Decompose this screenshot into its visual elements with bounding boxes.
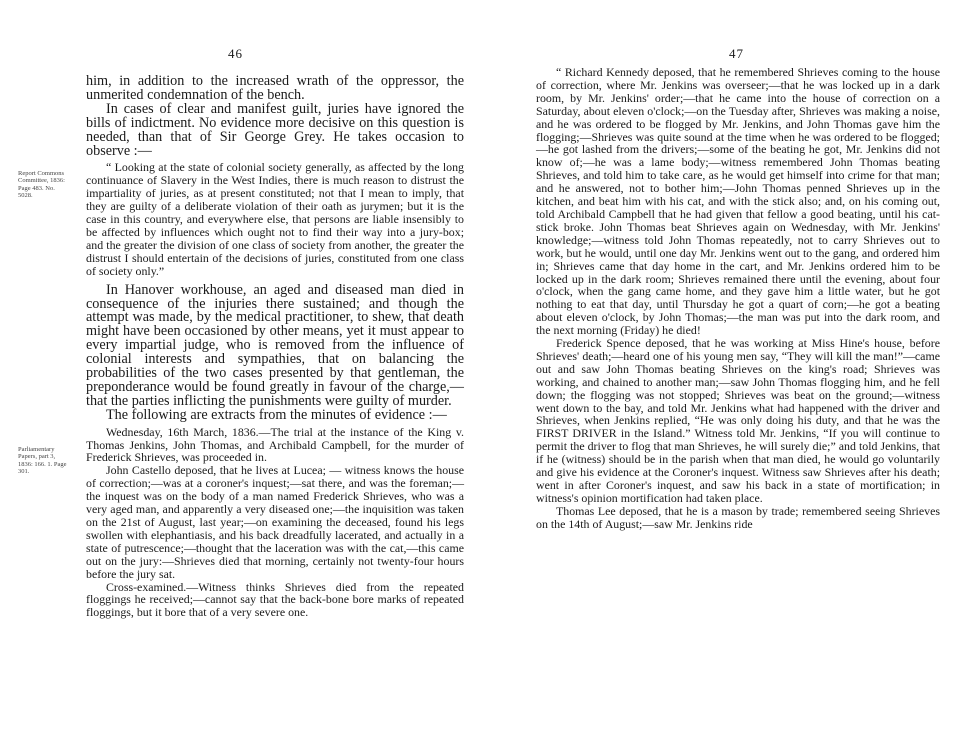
paragraph-right-kennedy: “ Richard Kennedy deposed, that he remembered Shrieves coming to the house of correction, where Mr. Jenkins was overseer;—that he was locked up in a dark room, by Mr. Jenkins' order;—that he came into the house of correction on a Saturday, about eleven o'clock;—on the Tuesday after, Shrieves was making a noise, and he was ordered to be flogged by Mr. Jenkins, and John Thomas gave him the flogging;—Shrieves was quite sound at the time when he was ordered to be flogged;—he got lashed from the drivers;—some of the beating he got, Mr. Jenkins did not know of;—he was a lame body;—witness remembered John Thomas beating Shrieves, and told him to take care, as he would get himself into crime for that man; and he answered, not to bother him;—John Thomas penned Shrieves up in the kitchen, and beat him with his cat, and with the stick also; and, on his coming out, told Archibald Campbell that he had given that fellow a good beating, until his cat-stick broke. John Thomas beat Shrieves again on Wednesday, with Mr. Jenkins' knowledge;—witness told John Thomas repeatedly, not to carry Shrieves out to work, but he would, until one day Mr. Jenkins went out to the gang, and ordered him in; Shrieves came that day home in the cart, and Mr. Jenkins ordered him to be locked up in the dark room; Shrieves remained there until the evening, about four o'clock, when the gang came home, and they gave him a little water, but he got nothing to eat that day, until Thursday he got a quart of corn;—he got a beating about eleven o'clock, by John Thomas;—the man was put into the dark room, and the next morning (Friday) he died!: [536, 65, 940, 338]
right-text-column: [536, 66, 940, 531]
paragraph-left-cross-examined: Cross-examined.—Witness thinks Shrieves died from the repeated floggings he received;—cannot say that the back-bone bore marks of repeated floggings, but it bore that of a very severe one.: [86, 579, 464, 620]
paragraph-left-castello: John Castello deposed, that he lives at Lucea; — witness knows the house of correction;—was at a coroner's inquest;—sat there, and was the foreman;—the inquest was on the body of a man named Frederick Shrieves, who was a very aged man, and apparently a very diseased one;—the inquisition was taken on the 21st of August, last year;—on examining the deceased, found his legs swollen with elephantiasis, and his back dreadfully lacerated, and actually in a state of putrescence;—thought that the laceration was with the cat,—this came out on the jury:—Shrieves died that morning, certainly not twenty-four hours before the jury sat.: [86, 463, 464, 581]
paragraph-left-trial: Wednesday, 16th March, 1836.—The trial at the instance of the King v. Thomas Jenkins, John Thomas, and Archibald Campbell, for the murder of Frederick Shrieves, was proceeded in.: [86, 424, 464, 465]
paragraph-right-lee: Thomas Lee deposed, that he is a mason by trade; remembered seeing Shrieves on the 14th of August;—saw Mr. Jenkins ride: [536, 503, 940, 531]
paragraph-right-spence: Frederick Spence deposed, that he was working at Miss Hine's house, before Shrieves' death;—heard one of his young men say, “They will kill the man!”—came out and saw John Thomas beating Shrieves on the king's road; Shrieves was working, and chained to another man;—saw John Thomas flogging him, and he fell down; the flogging was not stopped; Shrieves was beat on the ground;—witness went down to the bay, and told Mr. Jenkins what had happened with the driver and Shrieves, when Jenkins replied, “He was only doing his duty, and that he was the FIRST DRIVER in the Island.” Witness told Mr. Jenkins, “If you will continue to permit the driver to flog that man Shrieves, he will surely die;” and told Jenkins, that if he (witness) should be in the parish when that man died, he would go voluntarily and give his evidence at the Coroner's inquest. Witness saw Shrieves after his death; went in after Coroner's inquest, and saw his back in a state of mortification; in witness's opinion mortification had taken place.: [536, 336, 940, 505]
paragraph-left-extracts: The following are extracts from the minutes of evidence :—: [106, 406, 447, 423]
margin-note-parliamentary-papers: Parliamentary Papers, part 3, 1836: 166. 1. Page 301.: [18, 446, 67, 476]
paragraph-left-1: him, in addition to the increased wrath of the oppressor, the unmerited condemnation of the bench.: [86, 73, 464, 103]
paragraph-left-2: In cases of clear and manifest guilt, juries have ignored the bills of indictment. No evidence more decisive on this question is needed, than that of Sir George Grey. He takes occasion to observe :—: [86, 100, 464, 159]
left-text-column: [86, 75, 464, 619]
quote-george-grey: “ Looking at the state of colonial society generally, as affected by the long continuance of Slavery in the West Indies, there is much reason to distrust the impartiality of juries, as at present constituted; not that I mean to imply, that they are guilty of a deliberate violation of their oath as jurymen; but it is the case in this country, and everywhere else, that persons are liable insensibly to be affected by influences which ought not to find their way into a jury-box; and the greater the division of one class of society from another, the greater the distrust I should entertain of the decisions of juries, constituted from one class of society only.”: [86, 160, 464, 278]
paragraph-left-hanover: In Hanover workhouse, an aged and diseased man died in consequence of the injuries there sustained; and though the attempt was made, by the medical practitioner, to shew, that death might have been occasioned by other means, yet it must appear to every impartial judge, who is removed from the influence of colonial interests and sympathies, that on balancing the probabilities of the two cases presented by that gentleman, the preponderance would be found greatly in favour of the charge,—that the parties inflicting the punishments were guilty of murder.: [86, 281, 464, 409]
page-number-right: 47: [729, 46, 744, 61]
margin-note-report-commons: Report Commons Committee, 1836: Page 483. No. 5028.: [18, 170, 65, 200]
right-page: [490, 0, 980, 729]
page-number-left: 46: [228, 46, 243, 61]
